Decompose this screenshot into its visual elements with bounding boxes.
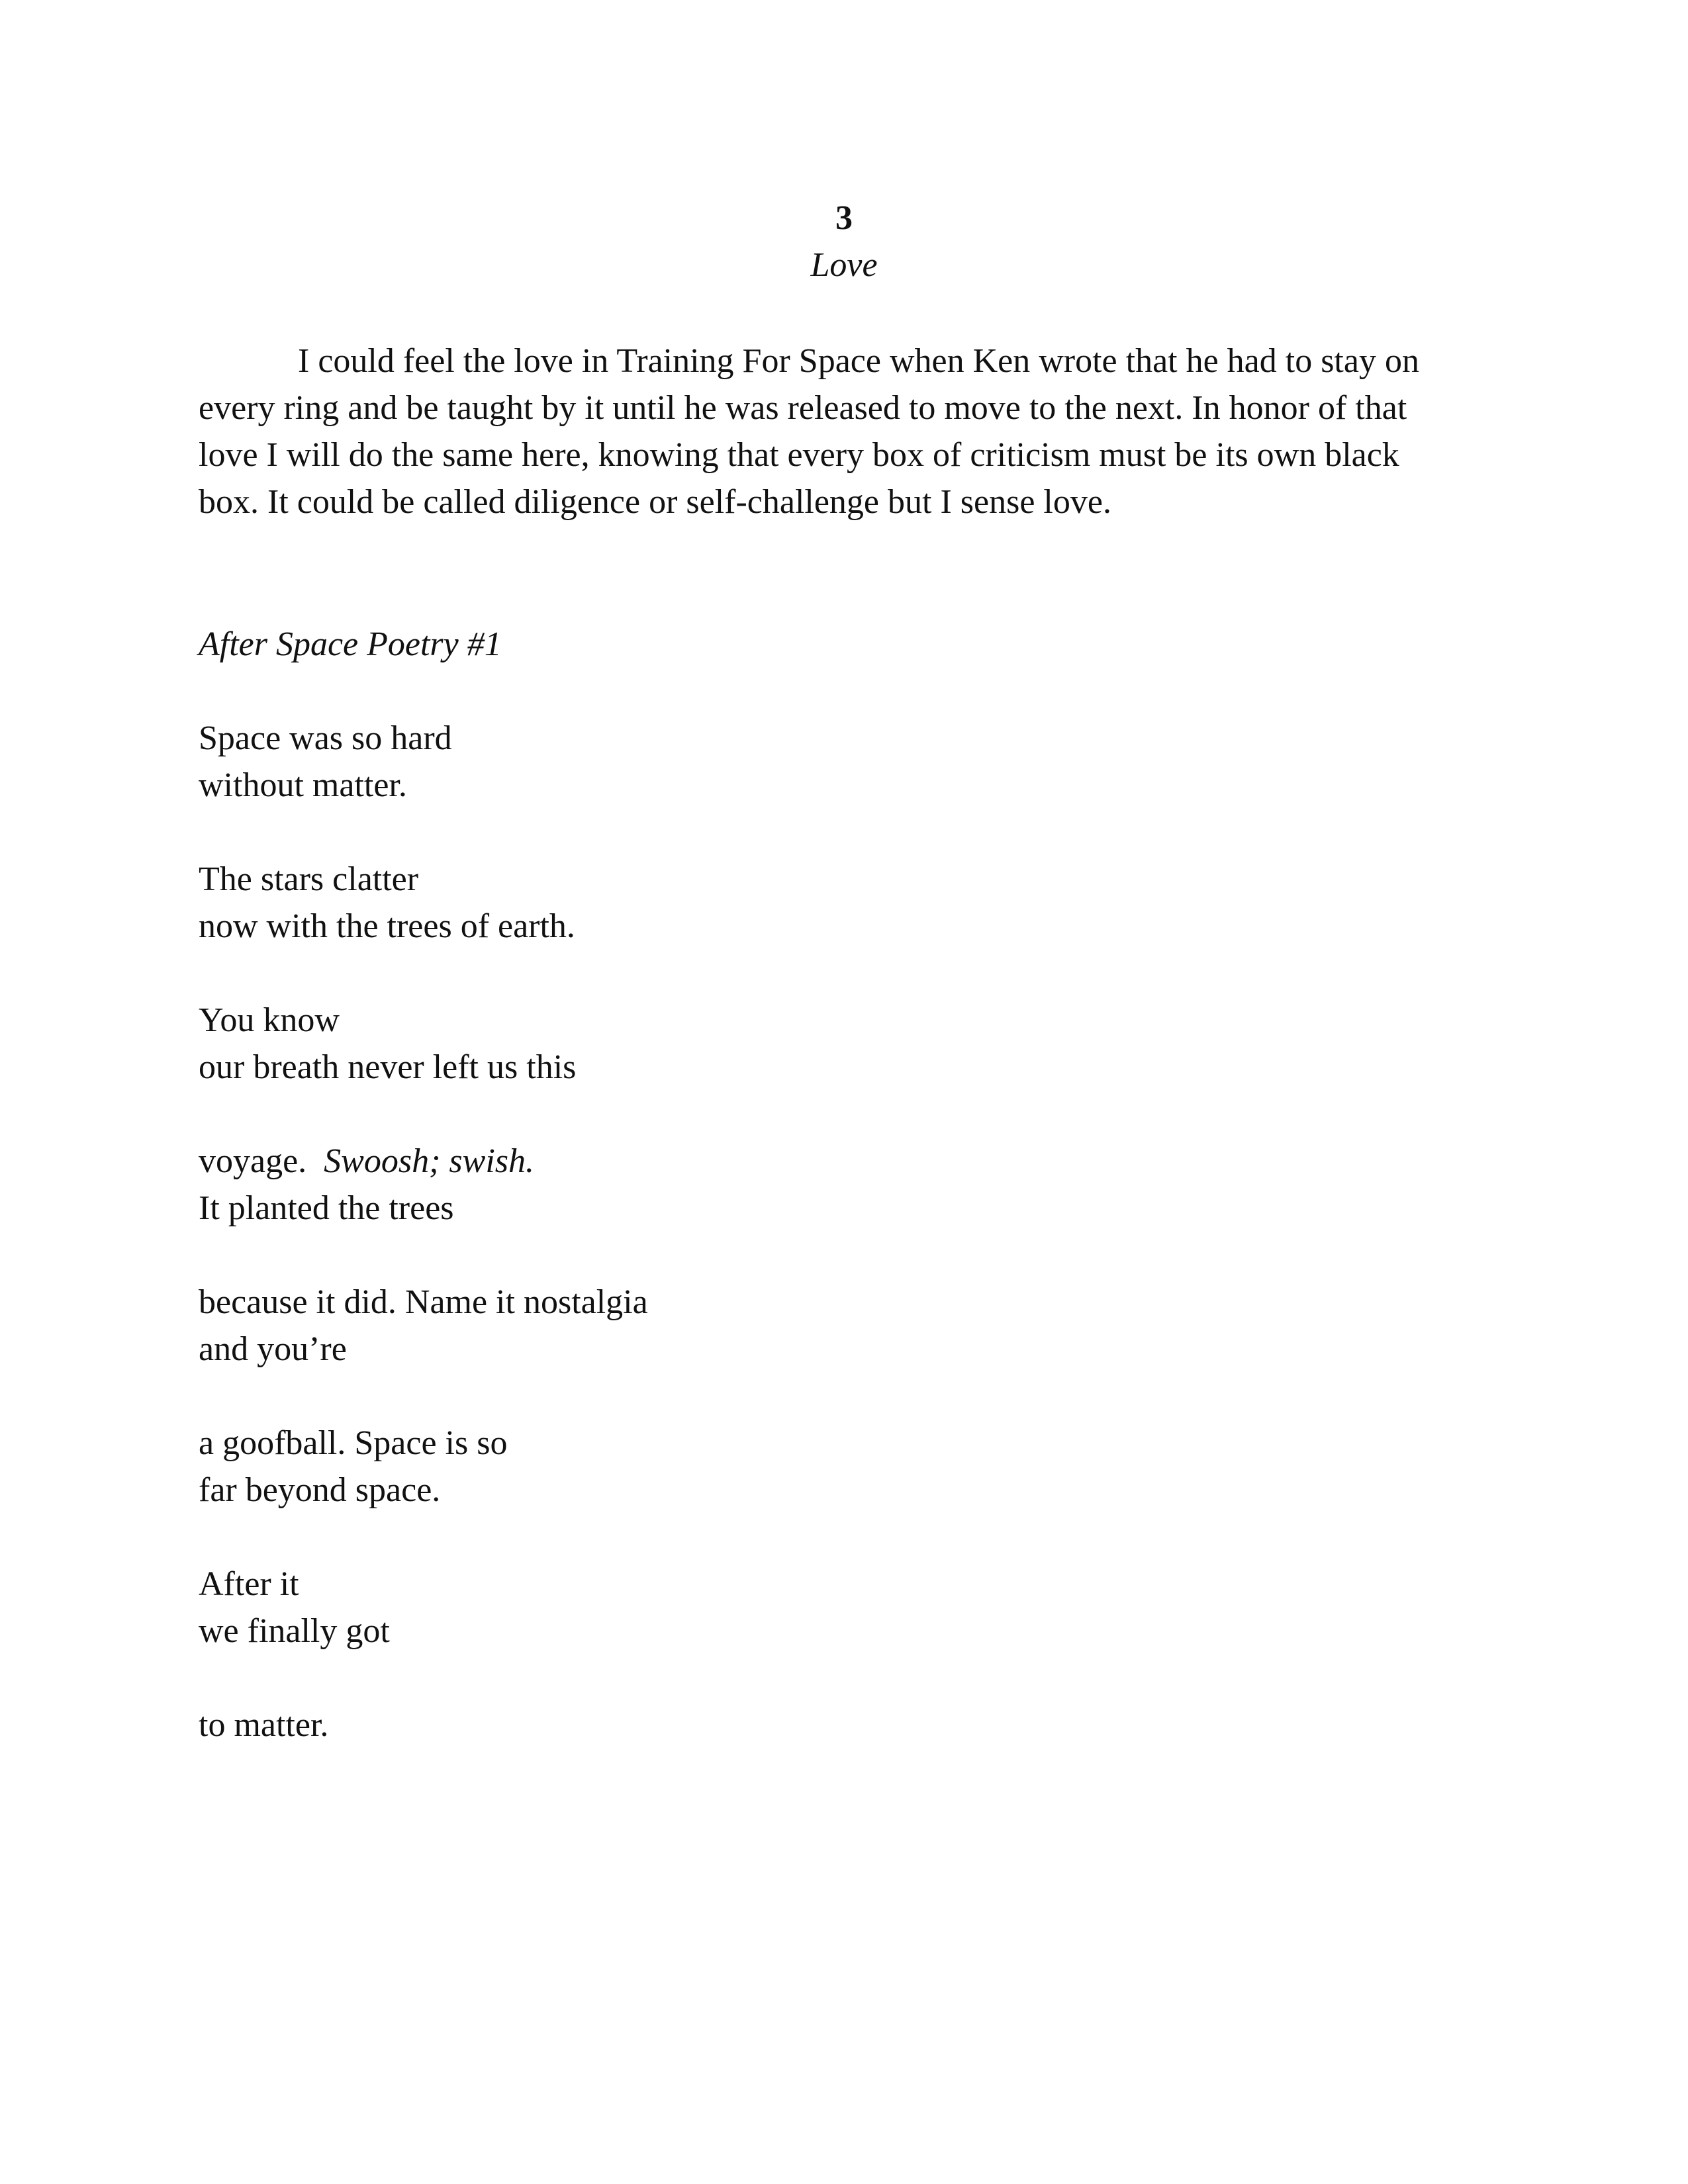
poem-body <box>199 715 1125 1796</box>
poem-stanza <box>199 856 1125 950</box>
poem-stanza <box>199 997 1125 1091</box>
poem-stanza <box>199 1702 1125 1749</box>
poem-line <box>199 1138 1125 1185</box>
poem-stanza <box>199 1420 1125 1514</box>
poem-line: because it did. Name it nostalgia <box>199 1283 648 1321</box>
poem-line: The stars clatter <box>199 860 419 898</box>
poem-line: It planted the trees <box>199 1189 454 1227</box>
poem-line: and you’re <box>199 1330 347 1368</box>
poem-line: to matter. <box>199 1706 329 1744</box>
poem-line-text: voyage. <box>199 1142 324 1180</box>
poem-line: now with the trees of earth. <box>199 907 575 945</box>
intro-line: every ring and be taught by it until he was released to move to the next. In honor of that <box>199 389 1407 427</box>
poem-line: You know <box>199 1001 340 1039</box>
poem-line: our breath never left us this <box>199 1048 577 1086</box>
poem-line: a goofball. Space is so <box>199 1424 508 1462</box>
poem-title: After Space Poetry #1 <box>199 625 502 663</box>
intro-line: I could feel the love in Training For Space when Ken wrote that he had to stay on <box>298 342 1419 380</box>
poem-stanza <box>199 1561 1125 1655</box>
poem-stanza <box>199 715 1125 809</box>
poem-line: far beyond space. <box>199 1471 441 1509</box>
chapter-number: 3 <box>835 199 853 237</box>
intro-paragraph <box>199 338 1496 525</box>
intro-line: box. It could be called diligence or self-challenge but I sense love. <box>199 483 1111 521</box>
poem-line-italic-text: Swoosh; swish. <box>324 1142 535 1180</box>
intro-line: love I will do the same here, knowing that every box of criticism must be its own black <box>199 436 1399 474</box>
poem-stanza <box>199 1279 1125 1373</box>
poem-line: Space was so hard <box>199 719 452 757</box>
poem-line: without matter. <box>199 766 407 804</box>
poem-stanza <box>199 1138 1125 1232</box>
poem-line: After it <box>199 1565 299 1603</box>
chapter-title: Love <box>810 246 878 284</box>
poem-line: we finally got <box>199 1612 390 1650</box>
